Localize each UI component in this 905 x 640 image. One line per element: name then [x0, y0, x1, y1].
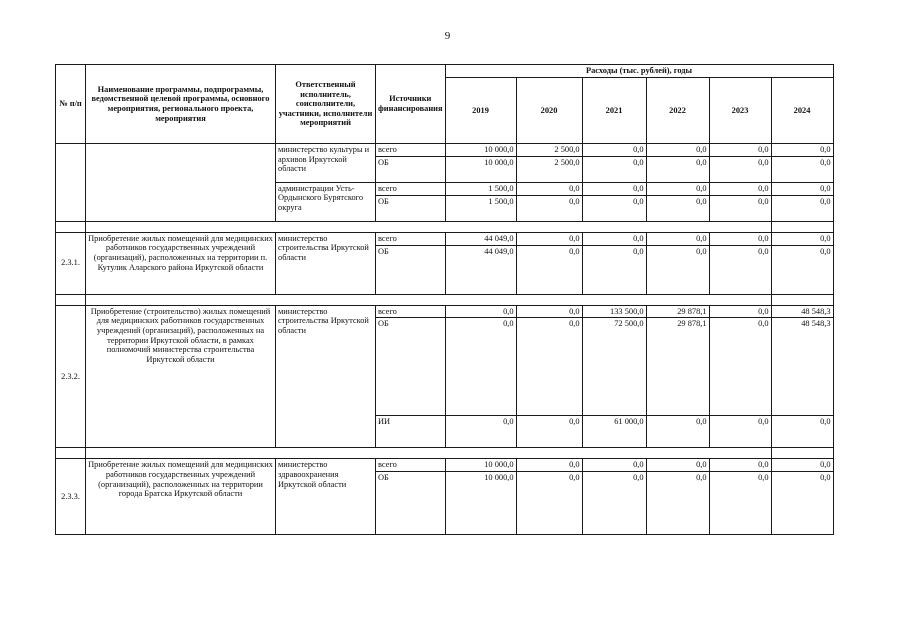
- source-cell: всего: [376, 459, 446, 472]
- source-cell: ОБ: [376, 318, 446, 416]
- value-cell: 0,0: [771, 471, 833, 534]
- item-name: Приобретение жилых помещений для медицинских работников государственных учреждений (организаций), расположенных на территории города Братска Иркутской области: [86, 459, 276, 535]
- value-cell: 0,0: [709, 416, 771, 448]
- value-cell: 0,0: [646, 471, 709, 534]
- page-number: 9: [444, 30, 451, 42]
- value-cell: 10 000,0: [445, 144, 516, 157]
- header-year: 2023: [709, 78, 771, 144]
- value-cell: 0,0: [771, 245, 833, 294]
- number-cell: [56, 144, 86, 222]
- value-cell: 0,0: [516, 182, 582, 195]
- value-cell: 0,0: [709, 305, 771, 318]
- value-cell: 0,0: [771, 156, 833, 182]
- source-cell: всего: [376, 182, 446, 195]
- value-cell: 48 548,3: [771, 305, 833, 318]
- value-cell: 61 000,0: [582, 416, 646, 448]
- value-cell: 0,0: [516, 195, 582, 221]
- value-cell: 1 500,0: [445, 182, 516, 195]
- value-cell: 0,0: [709, 459, 771, 472]
- value-cell: 0,0: [771, 182, 833, 195]
- value-cell: 0,0: [646, 156, 709, 182]
- value-cell: 0,0: [516, 305, 582, 318]
- value-cell: 0,0: [646, 182, 709, 195]
- name-cell: [86, 144, 276, 222]
- responsible-cell: администрации Усть-Ордынского Бурятского округа: [276, 182, 376, 221]
- value-cell: 0,0: [445, 416, 516, 448]
- value-cell: 0,0: [709, 318, 771, 416]
- value-cell: 0,0: [445, 318, 516, 416]
- item-name: Приобретение жилых помещений для медицинских работников государственных учреждений (организаций), расположенных на территории п. Кутулик Аларского района Иркутской области: [86, 232, 276, 294]
- value-cell: 10 000,0: [445, 471, 516, 534]
- item-code: 2.3.2.: [56, 305, 86, 448]
- source-cell: ОБ: [376, 245, 446, 294]
- header-year: 2021: [582, 78, 646, 144]
- value-cell: 0,0: [771, 459, 833, 472]
- table-row: [56, 144, 834, 157]
- value-cell: 1 500,0: [445, 195, 516, 221]
- value-cell: 0,0: [516, 416, 582, 448]
- value-cell: 0,0: [516, 245, 582, 294]
- header-name: Наименование программы, подпрограммы, ведомственной целевой программы, основного мероприятия, регионального проекта, мероприятия: [86, 65, 276, 144]
- source-cell: ОБ: [376, 471, 446, 534]
- value-cell: 0,0: [771, 232, 833, 245]
- header-responsible: Ответственный исполнитель, соисполнители, участники, исполнители мероприятий: [276, 65, 376, 144]
- value-cell: 0,0: [445, 305, 516, 318]
- header-year: 2020: [516, 78, 582, 144]
- header-year: 2019: [445, 78, 516, 144]
- value-cell: 0,0: [516, 318, 582, 416]
- value-cell: 29 878,1: [646, 318, 709, 416]
- value-cell: 29 878,1: [646, 305, 709, 318]
- value-cell: 0,0: [646, 195, 709, 221]
- value-cell: 44 049,0: [445, 232, 516, 245]
- source-cell: ОБ: [376, 156, 446, 182]
- value-cell: 2 500,0: [516, 156, 582, 182]
- source-cell: всего: [376, 305, 446, 318]
- item-code: 2.3.3.: [56, 459, 86, 535]
- value-cell: 0,0: [646, 245, 709, 294]
- item-name: Приобретение (строительство) жилых помещений для медицинских работников государственных учреждений (организаций), расположенных на территории Иркутской области, в рамках полномочий министерства строительства Иркутской области: [86, 305, 276, 448]
- value-cell: 0,0: [709, 232, 771, 245]
- item-code: 2.3.1.: [56, 232, 86, 294]
- value-cell: 10 000,0: [445, 156, 516, 182]
- value-cell: 133 500,0: [582, 305, 646, 318]
- value-cell: 0,0: [771, 416, 833, 448]
- value-cell: 0,0: [709, 156, 771, 182]
- value-cell: 0,0: [582, 144, 646, 157]
- responsible-cell: министерство строительства Иркутской области: [276, 305, 376, 448]
- source-cell: ОБ: [376, 195, 446, 221]
- table-row: [56, 232, 834, 245]
- source-cell: всего: [376, 232, 446, 245]
- value-cell: 0,0: [709, 195, 771, 221]
- value-cell: 0,0: [709, 144, 771, 157]
- value-cell: 0,0: [709, 471, 771, 534]
- value-cell: 0,0: [646, 144, 709, 157]
- header-expenses: Расходы (тыс. рублей), годы: [445, 65, 833, 78]
- value-cell: 0,0: [582, 245, 646, 294]
- value-cell: 0,0: [582, 182, 646, 195]
- value-cell: 0,0: [709, 245, 771, 294]
- value-cell: 0,0: [582, 156, 646, 182]
- value-cell: 0,0: [582, 471, 646, 534]
- value-cell: 0,0: [582, 195, 646, 221]
- header-year: 2024: [771, 78, 833, 144]
- value-cell: 0,0: [709, 182, 771, 195]
- value-cell: 72 500,0: [582, 318, 646, 416]
- header-source: Источники финансирования: [376, 65, 446, 144]
- header-number: № п/п: [56, 65, 86, 144]
- responsible-cell: министерство строительства Иркутской области: [276, 232, 376, 294]
- value-cell: 48 548,3: [771, 318, 833, 416]
- value-cell: 0,0: [646, 232, 709, 245]
- responsible-cell: министерство здравоохранения Иркутской области: [276, 459, 376, 535]
- value-cell: 0,0: [771, 144, 833, 157]
- table-row: [56, 305, 834, 318]
- value-cell: 10 000,0: [445, 459, 516, 472]
- responsible-cell: министерство культуры и архивов Иркутской области: [276, 144, 376, 183]
- source-cell: ИИ: [376, 416, 446, 448]
- budget-table: [55, 64, 834, 535]
- value-cell: 0,0: [582, 459, 646, 472]
- value-cell: 0,0: [582, 232, 646, 245]
- value-cell: 0,0: [646, 459, 709, 472]
- table-row: [56, 459, 834, 472]
- value-cell: 0,0: [646, 416, 709, 448]
- value-cell: 0,0: [516, 471, 582, 534]
- value-cell: 0,0: [516, 232, 582, 245]
- value-cell: 0,0: [516, 459, 582, 472]
- header-year: 2022: [646, 78, 709, 144]
- value-cell: 44 049,0: [445, 245, 516, 294]
- value-cell: 2 500,0: [516, 144, 582, 157]
- value-cell: 0,0: [771, 195, 833, 221]
- source-cell: всего: [376, 144, 446, 157]
